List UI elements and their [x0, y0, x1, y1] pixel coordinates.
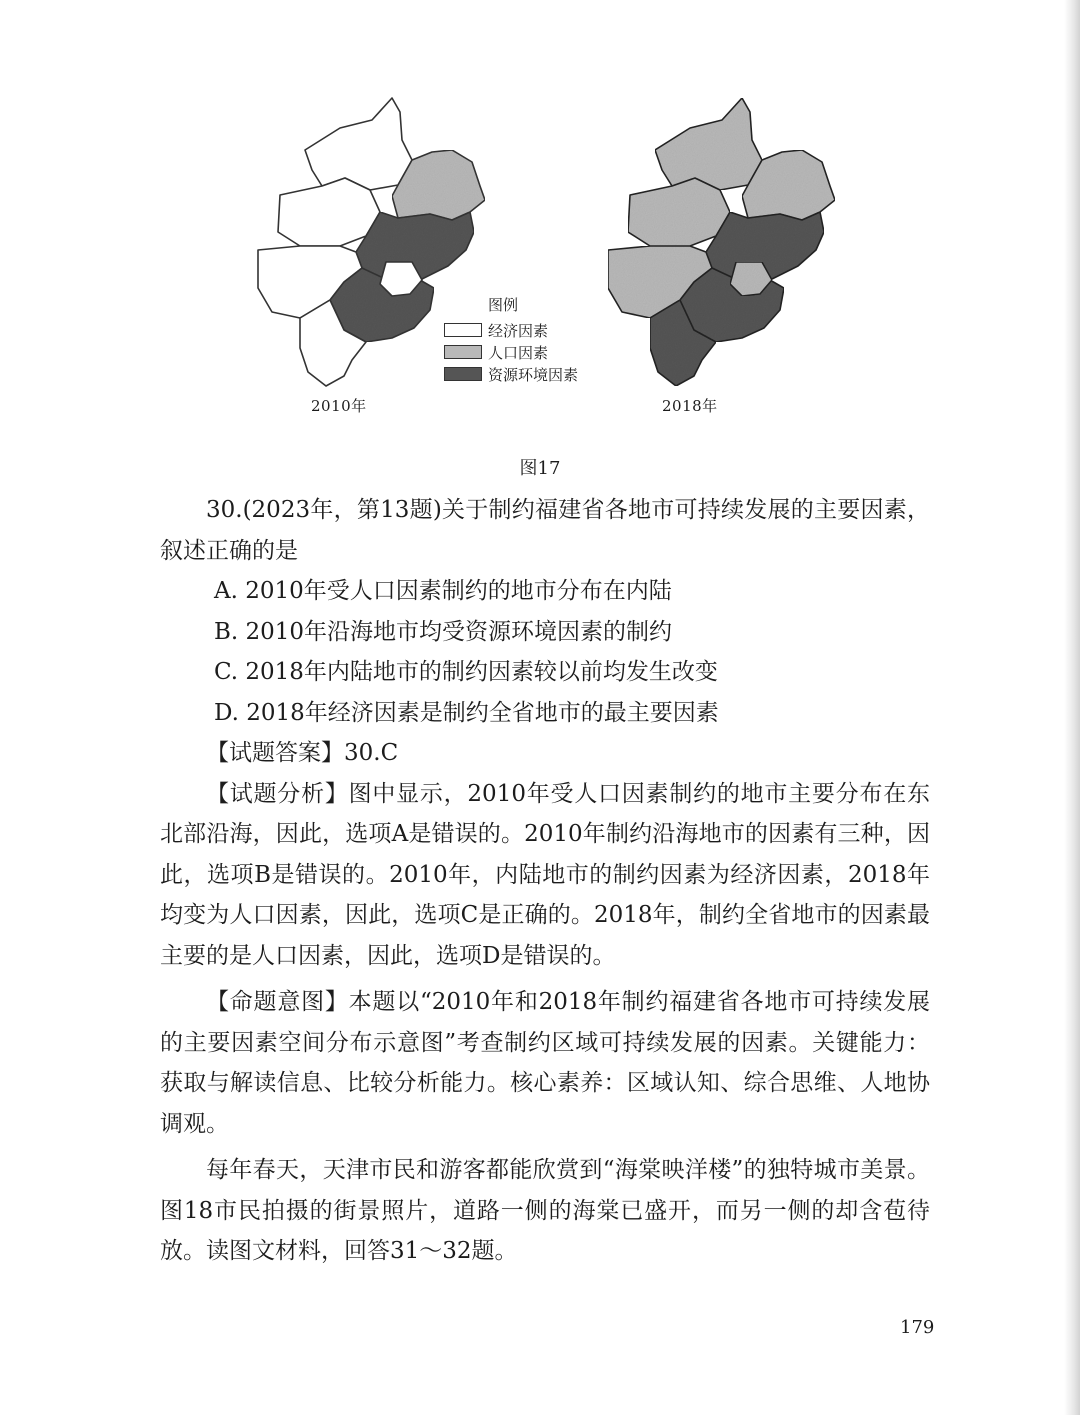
map-legend: [444, 294, 578, 385]
answer-line: 【试题答案】30.C: [206, 740, 399, 766]
legend-label: 资源环境因素: [488, 365, 579, 384]
region-nw: [305, 98, 412, 190]
legend-label: 经济因素: [488, 321, 549, 340]
page-number: 179: [900, 1317, 935, 1338]
legend-swatch-resource-environment: [444, 367, 482, 381]
legend-item: [444, 319, 578, 341]
region-nw-2018: [655, 98, 762, 190]
legend-swatch-population: [444, 345, 482, 359]
question-stem: 30.(2023年，第13题)关于制约福建省各地市可持续发展的主要因素，叙述正确的是: [160, 497, 930, 564]
figure-17: [0, 0, 1080, 440]
option-c: C. 2018年内陆地市的制约因素较以前均发生改变: [214, 659, 718, 685]
option-d: D. 2018年经济因素是制约全省地市的最主要因素: [214, 699, 719, 726]
map-2018: [608, 98, 835, 386]
region-west: [278, 178, 380, 246]
legend-item: [444, 341, 578, 363]
intent-paragraph: 【命题意图】本题以“2010年和2018年制约福建省各地市可持续发展的主要因素空间分布示意图”考查制约区域可持续发展的因素。关键能力：获取与解读信息、比较分析能力。核心素养：区域认知、综合思维、人地协调观。: [160, 989, 930, 1137]
analysis-paragraph: 【试题分析】图中显示，2010年受人口因素制约的地市主要分布在东北部沿海，因此，选项A是错误的。2010年制约沿海地市的因素有三种，因此，选项B是错误的。2010年，内陆地市的制约因素为经济因素，2018年均变为人口因素，因此，选项C是正确的。2018年，制约全省地市的因素最主要的是人口因素，因此，选项D是错误的。: [160, 780, 930, 969]
option-b: B. 2010年沿海地市均受资源环境因素的制约: [214, 618, 673, 645]
legend-item: [444, 363, 578, 385]
option-a: A. 2010年受人口因素制约的地市分布在内陆: [214, 578, 672, 604]
legend-title: 图例: [488, 296, 519, 314]
map-label-2010: 2010年: [311, 397, 367, 415]
region-west-2018: [628, 178, 730, 246]
map-label-2018: 2018年: [662, 397, 718, 415]
figure-caption: 图17: [519, 458, 561, 479]
legend-label: 人口因素: [488, 343, 549, 362]
legend-swatch-economy: [444, 323, 482, 337]
next-passage: 每年春天，天津市民和游客都能欣赏到“海棠映洋楼”的独特城市美景。图18市民拍摄的街景照片，道路一侧的海棠已盛开，而另一侧的却含苞待放。读图文材料，回答31～32题。: [160, 1157, 930, 1264]
question-block: [160, 490, 930, 1272]
